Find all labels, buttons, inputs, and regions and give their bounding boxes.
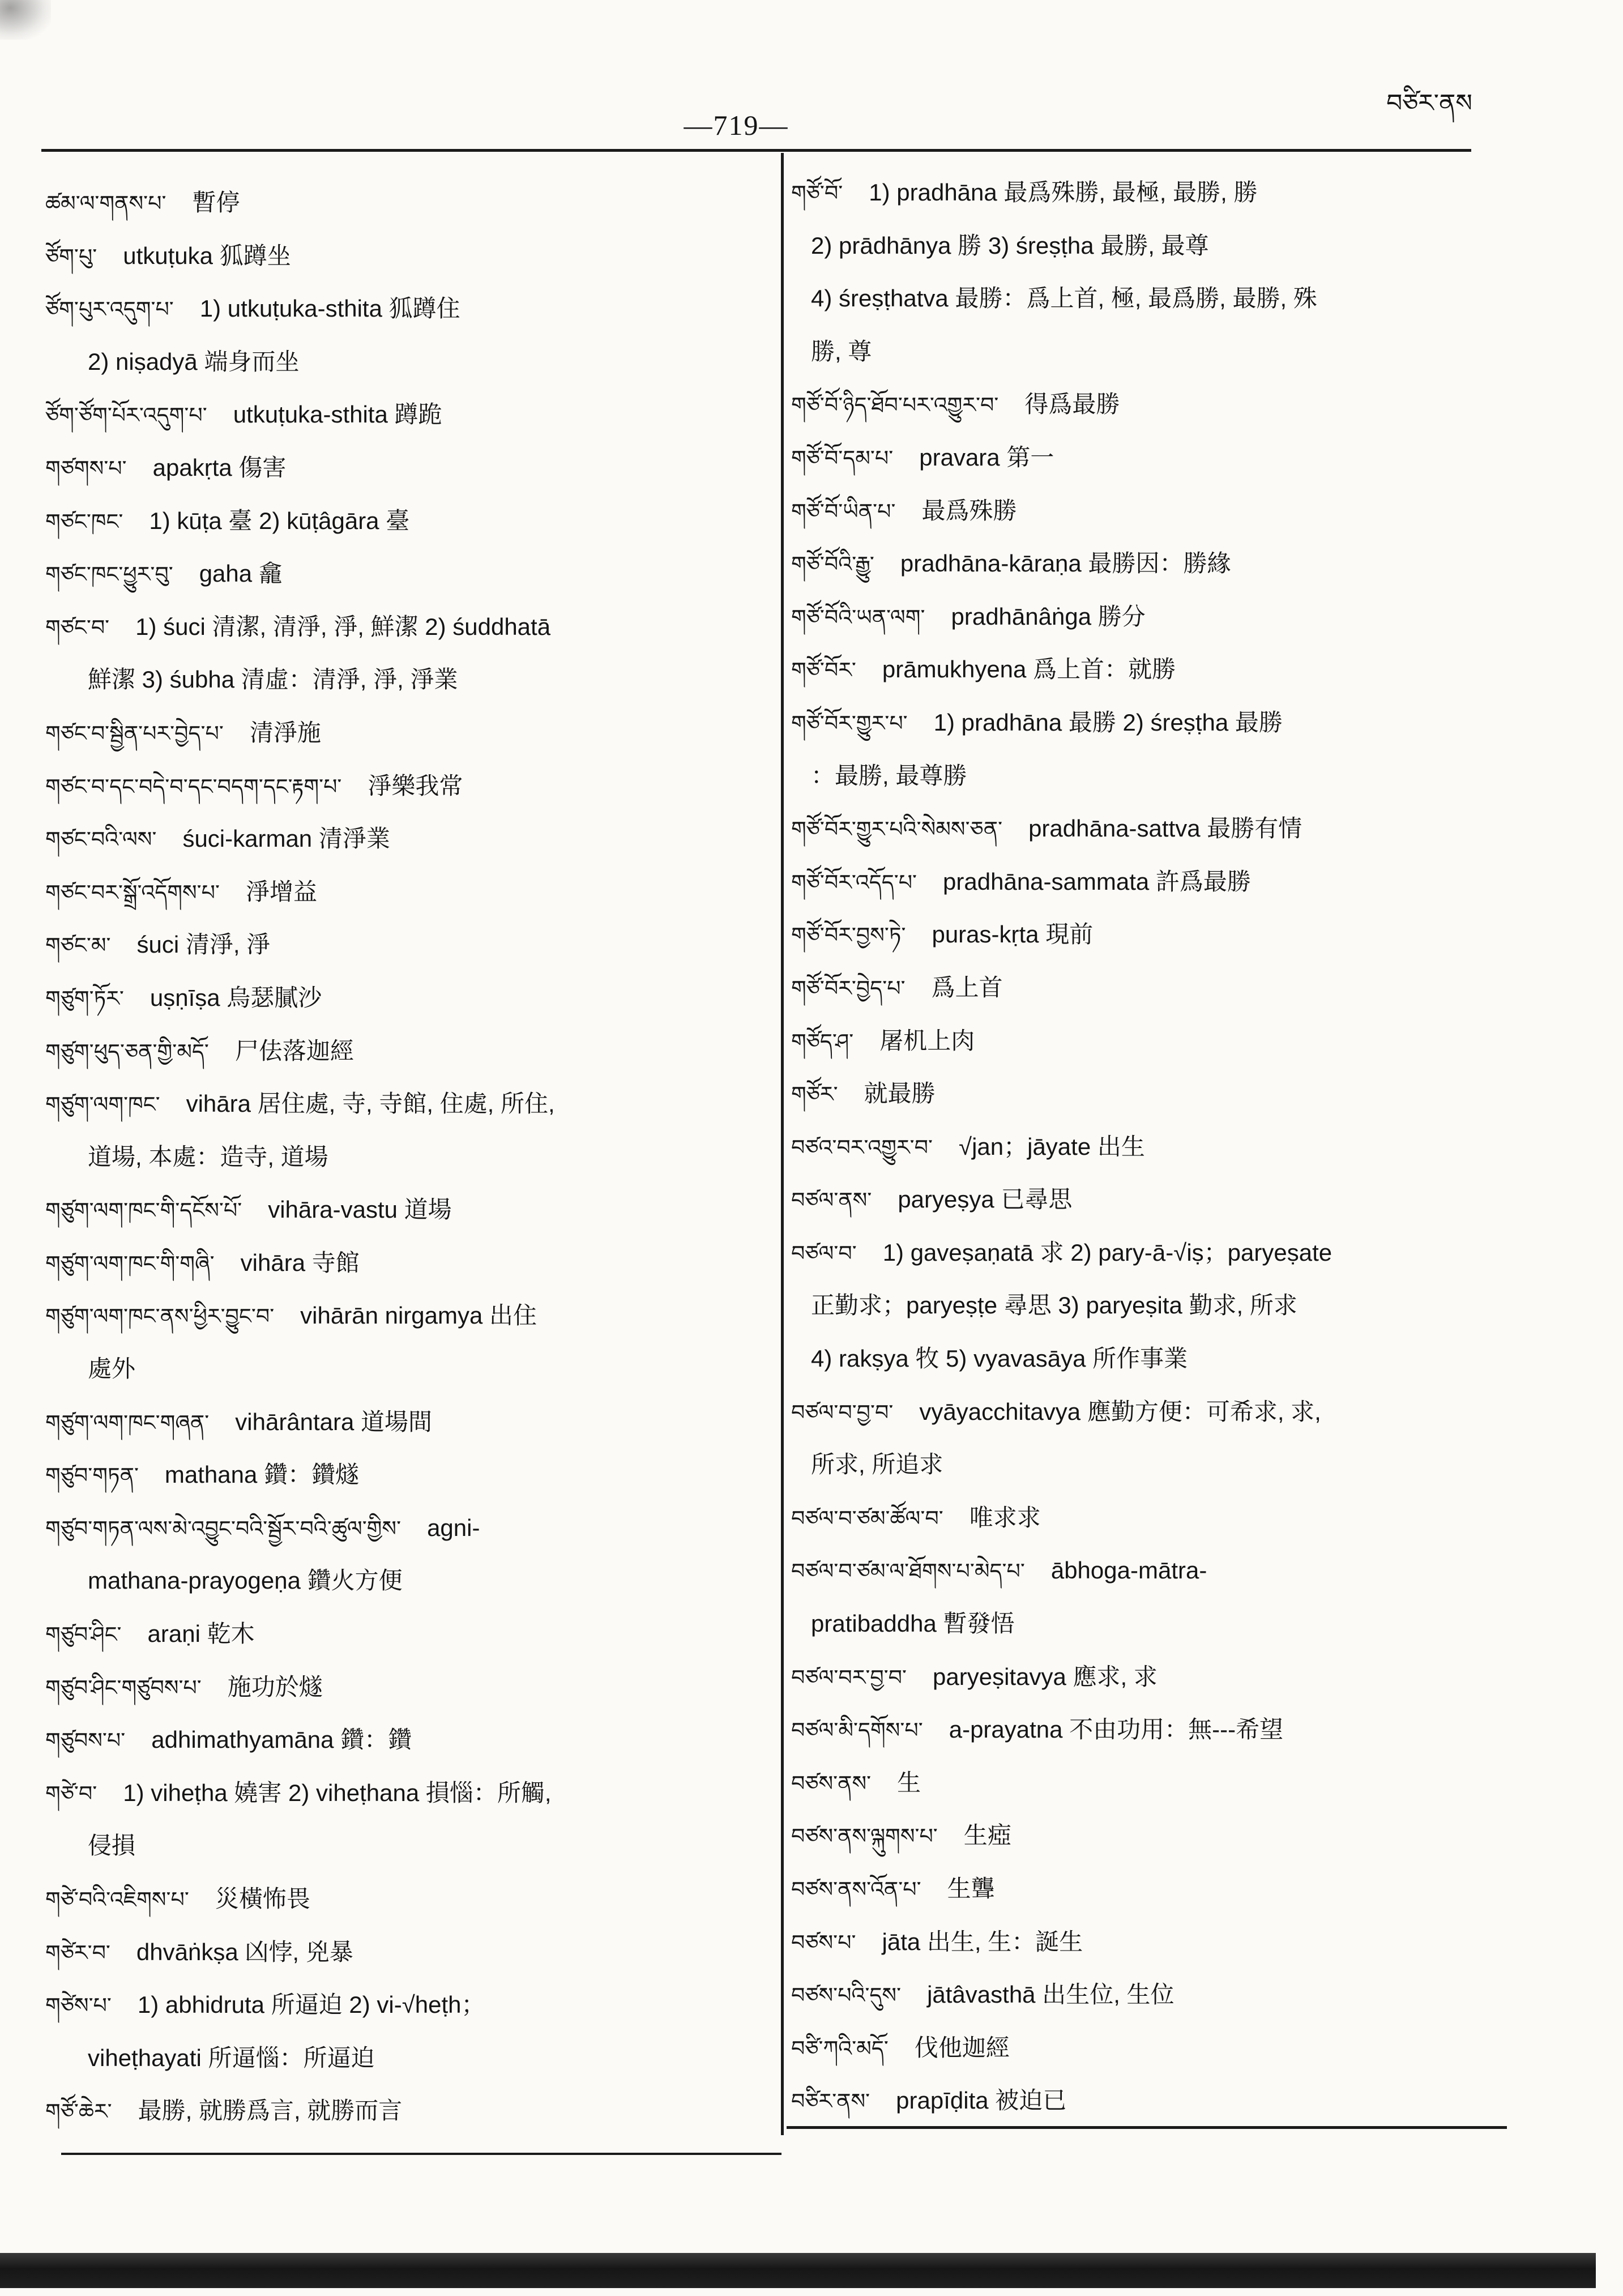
dictionary-entry xyxy=(791,1968,1499,2021)
gloss-text: dhvāṅkṣa 凶悖, 兇暴 xyxy=(136,1938,353,1965)
tibetan-headword: བཙལ་བར་བྱ་བ་ xyxy=(791,1665,907,1690)
entry-continuation-line xyxy=(791,1332,1499,1385)
gloss-text: 處外 xyxy=(88,1355,136,1382)
dictionary-entry xyxy=(791,1544,1499,1597)
gloss-text: pradhāna-kāraṇa 最勝因：勝緣 xyxy=(900,550,1231,577)
tibetan-headword: ཙོག་པུར་འདུག་པ་ xyxy=(45,297,174,322)
tibetan-headword: བཙལ་བ་ཙམ་ཚོལ་བ་ xyxy=(791,1505,943,1531)
tibetan-headword: གཙང་བ་དང་བདེ་བ་དང་བདག་དང་རྟག་པ་ xyxy=(45,774,342,799)
entry-continuation-line xyxy=(791,1438,1499,1491)
gloss-text: śuci-karman 清淨業 xyxy=(182,825,390,852)
dictionary-entry xyxy=(791,431,1499,484)
gloss-text: 1) pradhāna 最勝 2) śreṣṭha 最勝 xyxy=(933,709,1283,736)
dictionary-entry xyxy=(45,1289,776,1342)
dictionary-entry xyxy=(45,1395,776,1449)
dictionary-entry xyxy=(791,484,1499,537)
dictionary-entry xyxy=(791,590,1499,643)
gloss-text: jāta 出生, 生：誕生 xyxy=(882,1928,1083,1955)
tibetan-headword: བཙིར་ནས་ xyxy=(791,2089,870,2114)
dictionary-entry xyxy=(791,1862,1499,1915)
gloss-text: apakṛta 傷害 xyxy=(152,454,287,481)
tibetan-headword: ཚམ་ལ་གནས་པ་ xyxy=(45,191,166,216)
dictionary-entry xyxy=(45,600,776,654)
gloss-text: mathana 鑽：鑽燧 xyxy=(164,1461,360,1488)
tibetan-headword: གཙུག་ལག་ཁང་གཞན་ xyxy=(45,1410,210,1435)
gloss-text: viheṭhayati 所逼惱：所逼迫 xyxy=(88,2044,375,2071)
dictionary-entry xyxy=(45,759,776,813)
gloss-text: pravara 第一 xyxy=(919,443,1054,471)
entry-continuation-line xyxy=(791,749,1499,803)
gloss-text: mathana-prayogeṇa 鑽火方便 xyxy=(88,1567,403,1594)
dictionary-entry xyxy=(45,441,776,494)
tibetan-headword: གཙོ་བོ་དམ་པ་ xyxy=(791,445,894,471)
dictionary-entry xyxy=(45,282,776,335)
tibetan-headword: བཙལ་ནས་ xyxy=(791,1188,872,1213)
dictionary-entry xyxy=(791,1703,1499,1756)
gloss-text: 1) gaveṣaṇatā 求 2) pary-ā-√iṣ；paryeṣate xyxy=(882,1239,1332,1266)
gloss-text: pradhānâṅga 勝分 xyxy=(951,603,1146,630)
gloss-text: vihāra 寺館 xyxy=(240,1249,360,1276)
entry-continuation-line xyxy=(791,219,1499,272)
gloss-text: jātâvasthā 出生位, 生位 xyxy=(927,1981,1174,2008)
gloss-text: 2) prādhānya 勝 3) śreṣṭha 最勝, 最尊 xyxy=(811,232,1209,259)
gloss-text: utkuṭuka 狐蹲坐 xyxy=(123,242,291,269)
gloss-text: 尸佉落迦經 xyxy=(234,1037,354,1064)
dictionary-entry xyxy=(791,1756,1499,1810)
tibetan-headword: གཙང་ཁང་ཕྱུར་བུ་ xyxy=(45,562,173,587)
gloss-text: uṣṇīṣa 烏瑟膩沙 xyxy=(150,984,322,1011)
dictionary-entry xyxy=(791,537,1499,590)
tibetan-headword: གཙོ་བོའི་ཡན་ལག་ xyxy=(791,604,925,630)
gloss-text: a-prayatna 不由功用：無---希望 xyxy=(949,1716,1284,1743)
gloss-text: 2) niṣadyā 端身而坐 xyxy=(88,348,300,375)
dictionary-entry xyxy=(45,1236,776,1290)
tibetan-headword: བཙས་ནས་ xyxy=(791,1770,872,1796)
dictionary-entry xyxy=(45,388,776,441)
tibetan-headword: གཙོ་བོར་བྱེད་པ་ xyxy=(791,975,906,1001)
entry-continuation-line xyxy=(791,272,1499,325)
entry-continuation-line xyxy=(45,2032,776,2085)
gloss-text: puras-kṛta 現前 xyxy=(932,921,1094,948)
gloss-text: vihāra-vastu 道場 xyxy=(268,1196,452,1223)
tibetan-headword: གཙང་མ་ xyxy=(45,933,111,958)
gloss-text: paryeṣitavya 應求, 求 xyxy=(933,1663,1158,1690)
tibetan-headword: གཙགས་པ་ xyxy=(45,455,127,481)
tibetan-headword: གཙང་བ་སྦྱིན་པར་བྱེད་པ་ xyxy=(45,720,224,746)
gloss-text: 唯求求 xyxy=(969,1504,1041,1531)
tibetan-headword: གཙོ་བོ་ཡིན་པ་ xyxy=(791,498,896,524)
dictionary-entry xyxy=(45,1926,776,1979)
tibetan-headword: གཙོ་ཆེར་ xyxy=(45,2099,112,2124)
entry-continuation-line xyxy=(45,653,776,706)
dictionary-entry xyxy=(791,1014,1499,1068)
dictionary-entry xyxy=(45,971,776,1025)
dictionary-entry xyxy=(791,1120,1499,1173)
dictionary-entry xyxy=(45,1607,776,1661)
gloss-text: 就最勝 xyxy=(864,1080,936,1107)
dictionary-entry xyxy=(791,696,1499,749)
gloss-text: utkuṭuka-sthita 蹲跪 xyxy=(233,401,442,428)
page-number: —719— xyxy=(684,109,789,141)
gloss-text: gaha 龕 xyxy=(199,560,283,587)
tibetan-headword: གཙུབས་པ་ xyxy=(45,1728,126,1753)
dictionary-entry xyxy=(45,1025,776,1078)
left-column xyxy=(45,176,776,2139)
tibetan-headword: གཙང་བར་སྒྲོ་འདོགས་པ་ xyxy=(45,880,220,905)
tibetan-headword: གཙུག་ལག་ཁང་གི་གཞི་ xyxy=(45,1251,215,1276)
tibetan-headword: གཙུབ་ཤིང་ xyxy=(45,1622,122,1648)
gloss-text: prapīḍita 被迫已 xyxy=(896,2087,1067,2114)
dictionary-entry xyxy=(791,961,1499,1014)
dictionary-entry xyxy=(791,1385,1499,1439)
dictionary-entry xyxy=(45,229,776,283)
dictionary-entry xyxy=(791,2074,1499,2127)
dictionary-entry xyxy=(45,706,776,759)
tibetan-headword: གཙང་བ་ xyxy=(45,614,110,640)
entry-continuation-line xyxy=(45,1819,776,1872)
dictionary-entry xyxy=(45,812,776,865)
dictionary-entry xyxy=(45,918,776,971)
tibetan-headword: བཙི་ཀའི་མདོ་ xyxy=(791,2035,889,2061)
tibetan-headword: བཙལ་བ་བྱ་བ་ xyxy=(791,1399,894,1425)
dictionary-entry xyxy=(791,1173,1499,1226)
gloss-text: 1) śuci 清潔, 清淨, 淨, 鮮潔 2) śuddhatā xyxy=(135,613,551,640)
dictionary-entry xyxy=(791,802,1499,855)
gloss-text: 道場, 本處：造寺, 道場 xyxy=(88,1143,328,1170)
gloss-text: 4) śreṣṭhatva 最勝：爲上首, 極, 最爲勝, 最勝, 殊 xyxy=(811,285,1317,312)
gloss-text: 爲上首 xyxy=(931,974,1003,1001)
gloss-text: 生 xyxy=(897,1769,921,1796)
dictionary-entry xyxy=(791,643,1499,696)
gloss-text: 正勤求；paryeṣṭe 尋思 3) paryeṣita 勤求, 所求 xyxy=(811,1292,1297,1319)
tibetan-headword: གཙོ་བོར་འདོད་པ་ xyxy=(791,869,917,895)
dictionary-entry xyxy=(791,2021,1499,2075)
tibetan-headword: གཙུག་ལག་ཁང་ནས་ཕྱིར་བྱུང་བ་ xyxy=(45,1304,275,1329)
dictionary-entry xyxy=(45,1978,776,2032)
tibetan-headword: གཙུག་ཏོར་ xyxy=(45,985,124,1011)
column-divider xyxy=(781,153,784,2135)
gloss-text: pradhāna-sammata 許爲最勝 xyxy=(943,868,1251,895)
running-head: བཙིར་ནས xyxy=(1386,89,1472,118)
tibetan-headword: བཙས་པའི་དུས་ xyxy=(791,1983,902,2008)
tibetan-headword: གཙོ་བོར་གྱུར་པ་ xyxy=(791,710,908,736)
gloss-text: 1) kūṭa 臺 2) kūṭâgāra 臺 xyxy=(149,507,410,534)
gloss-text: vyāyacchitavya 應勤方便：可希求, 求, xyxy=(919,1398,1321,1425)
gloss-text: 施功於燧 xyxy=(227,1673,323,1700)
gloss-text: prāmukhyena 爲上首：就勝 xyxy=(882,656,1176,683)
dictionary-entry xyxy=(791,1915,1499,1969)
dictionary-entry xyxy=(45,1501,776,1555)
tibetan-headword: གཙེར་བ་ xyxy=(45,1940,110,1965)
dictionary-entry xyxy=(45,865,776,919)
gloss-text: adhimathyamāna 鑽：鑽 xyxy=(151,1726,412,1753)
tibetan-headword: གཙེ་བ་ xyxy=(45,1781,97,1806)
dictionary-entry xyxy=(791,1067,1499,1120)
gloss-text: araṇi 乾木 xyxy=(147,1620,255,1648)
gloss-text: 所求, 所追求 xyxy=(811,1451,943,1478)
gloss-text: 最勝, 就勝爲言, 就勝而言 xyxy=(138,2097,403,2124)
tibetan-headword: གཙོ་བོར་ xyxy=(791,658,856,683)
tibetan-headword: གཙེས་པ་ xyxy=(45,1993,112,2018)
dictionary-entry xyxy=(791,1809,1499,1862)
gloss-text: vihāra 居住處, 寺, 寺館, 住處, 所住, xyxy=(186,1090,555,1117)
gloss-text: 生瘂 xyxy=(963,1822,1011,1849)
tibetan-headword: གཙོ་བོ་ཉིད་ཐོབ་པར་འགྱུར་བ་ xyxy=(791,392,999,418)
gloss-text: 1) utkuṭuka-sthita 狐蹲住 xyxy=(199,295,460,322)
entry-continuation-line xyxy=(45,335,776,389)
gloss-text: vihārān nirgamya 出住 xyxy=(300,1302,537,1329)
gloss-text: 淨增益 xyxy=(246,878,318,905)
gloss-text: 最爲殊勝 xyxy=(921,497,1017,524)
dictionary-entry xyxy=(45,2084,776,2137)
gloss-text: ābhoga-mātra- xyxy=(1050,1557,1207,1584)
dictionary-entry xyxy=(791,1650,1499,1704)
gloss-text: pratibaddha 暫發悟 xyxy=(811,1610,1015,1637)
gloss-text: 災橫怖畏 xyxy=(215,1885,310,1912)
dictionary-entry xyxy=(45,1448,776,1501)
dictionary-entry xyxy=(45,1713,776,1766)
dictionary-entry xyxy=(45,176,776,229)
tibetan-headword: བཙལ་བ་ཙམ་ལ་ཐོགས་པ་མེད་པ་ xyxy=(791,1559,1025,1584)
entry-continuation-line xyxy=(791,1279,1499,1332)
gloss-text: vihārântara 道場間 xyxy=(235,1408,433,1435)
dictionary-entry xyxy=(45,1872,776,1926)
dictionary-entry xyxy=(791,1491,1499,1544)
gloss-text: ：最勝, 最尊勝 xyxy=(811,762,967,789)
entry-continuation-line xyxy=(45,1554,776,1607)
tibetan-headword: གཙུག་ཕུད་ཅན་གྱི་མདོ་ xyxy=(45,1039,209,1064)
dictionary-entry xyxy=(45,1183,776,1236)
tibetan-headword: གཙང་ཁང་ xyxy=(45,509,123,534)
dictionary-entry xyxy=(791,166,1499,219)
gloss-text: 侵損 xyxy=(88,1832,136,1859)
gloss-text: śuci 清淨, 淨 xyxy=(136,931,271,958)
tibetan-headword: བཙལ་མི་དགོས་པ་ xyxy=(791,1718,923,1743)
tibetan-headword: གཙོར་ xyxy=(791,1082,838,1107)
gloss-text: 淨樂我常 xyxy=(368,772,463,799)
dictionary-entry xyxy=(45,1077,776,1130)
gloss-text: 4) rakṣya 牧 5) vyavasāya 所作事業 xyxy=(811,1345,1188,1372)
tibetan-headword: བཙས་ནས་འོན་པ་ xyxy=(791,1877,921,1902)
entry-continuation-line xyxy=(45,1130,776,1184)
tibetan-headword: གཙུག་ལག་ཁང་ xyxy=(45,1092,160,1117)
gloss-text: 勝, 尊 xyxy=(811,338,872,365)
dictionary-entry xyxy=(45,1766,776,1820)
gloss-text: 得爲最勝 xyxy=(1024,391,1120,418)
entry-continuation-line xyxy=(791,325,1499,378)
tibetan-headword: བཙས་པ་ xyxy=(791,1930,856,1955)
tibetan-headword: བཙལ་བ་ xyxy=(791,1240,857,1266)
header-rule xyxy=(41,149,1471,152)
scan-smudge xyxy=(0,0,51,40)
scan-edge-band xyxy=(0,2253,1596,2288)
footer-rule-left xyxy=(61,2153,781,2155)
gloss-text: 伐他迦經 xyxy=(914,2034,1010,2061)
entry-continuation-line xyxy=(791,1597,1499,1650)
tibetan-headword: གཙོ་བོར་བྱས་ཏེ་ xyxy=(791,923,906,948)
tibetan-headword: གཙོ་བོའི་རྒྱུ་ xyxy=(791,552,874,577)
tibetan-headword: བཙའ་བར་འགྱུར་བ་ xyxy=(791,1134,933,1160)
tibetan-headword: གཙོད་ཤ་ xyxy=(791,1028,854,1054)
gloss-text: pradhāna-sattva 最勝有情 xyxy=(1028,815,1302,842)
tibetan-headword: གཙོ་བོར་གྱུར་པའི་སེམས་ཅན་ xyxy=(791,817,1003,842)
gloss-text: 清淨施 xyxy=(249,719,321,746)
gloss-text: √jan；jāyate 出生 xyxy=(959,1133,1145,1160)
gloss-text: 暫停 xyxy=(192,189,240,216)
tibetan-headword: ཙོག་ཙོག་པོར་འདུག་པ་ xyxy=(45,403,207,428)
gloss-text: 屠机上肉 xyxy=(879,1027,975,1054)
gloss-text: 1) pradhāna 最爲殊勝, 最極, 最勝, 勝 xyxy=(869,179,1258,206)
tibetan-headword: གཙང་བའི་ལས་ xyxy=(45,827,157,852)
tibetan-headword: ཙོག་པུ་ xyxy=(45,244,97,269)
tibetan-headword: གཙུག་ལག་ཁང་གི་དངོས་པོ་ xyxy=(45,1198,242,1223)
gloss-text: 1) abhidruta 所逼迫 2) vi-√heṭh； xyxy=(137,1991,485,2018)
dictionary-entry xyxy=(791,908,1499,961)
gloss-text: paryeṣya 已尋思 xyxy=(898,1186,1073,1213)
dictionary-entry xyxy=(45,494,776,548)
right-column xyxy=(791,166,1499,2129)
dictionary-entry xyxy=(45,1661,776,1714)
tibetan-headword: གཙེ་བའི་འཇིགས་པ་ xyxy=(45,1887,189,1912)
dictionary-entry xyxy=(791,1226,1499,1279)
tibetan-headword: གཙུབ་ཤིང་གཙུབས་པ་ xyxy=(45,1675,202,1700)
tibetan-headword: གཙུབ་གཏན་ལས་མེ་འབྱུང་བའི་སྦྱོར་བའི་ཚུལ་གྱིས་ xyxy=(45,1516,402,1541)
tibetan-headword: གཙུབ་གཏན་ xyxy=(45,1463,139,1488)
gloss-text: 鮮潔 3) śubha 清虛：清淨, 淨, 淨業 xyxy=(88,666,458,693)
gloss-text: agni- xyxy=(427,1514,480,1541)
tibetan-headword: བཙས་ནས་ལྐུགས་པ་ xyxy=(791,1824,938,1849)
dictionary-entry xyxy=(45,547,776,600)
dictionary-entry xyxy=(791,855,1499,908)
gloss-text: 生聾 xyxy=(947,1875,995,1902)
dictionary-entry xyxy=(791,378,1499,431)
gloss-text: 1) viheṭha 嬈害 2) viheṭhana 損惱：所觸, xyxy=(123,1779,552,1806)
tibetan-headword: གཙོ་བོ་ xyxy=(791,181,843,206)
entry-continuation-line xyxy=(45,1342,776,1395)
